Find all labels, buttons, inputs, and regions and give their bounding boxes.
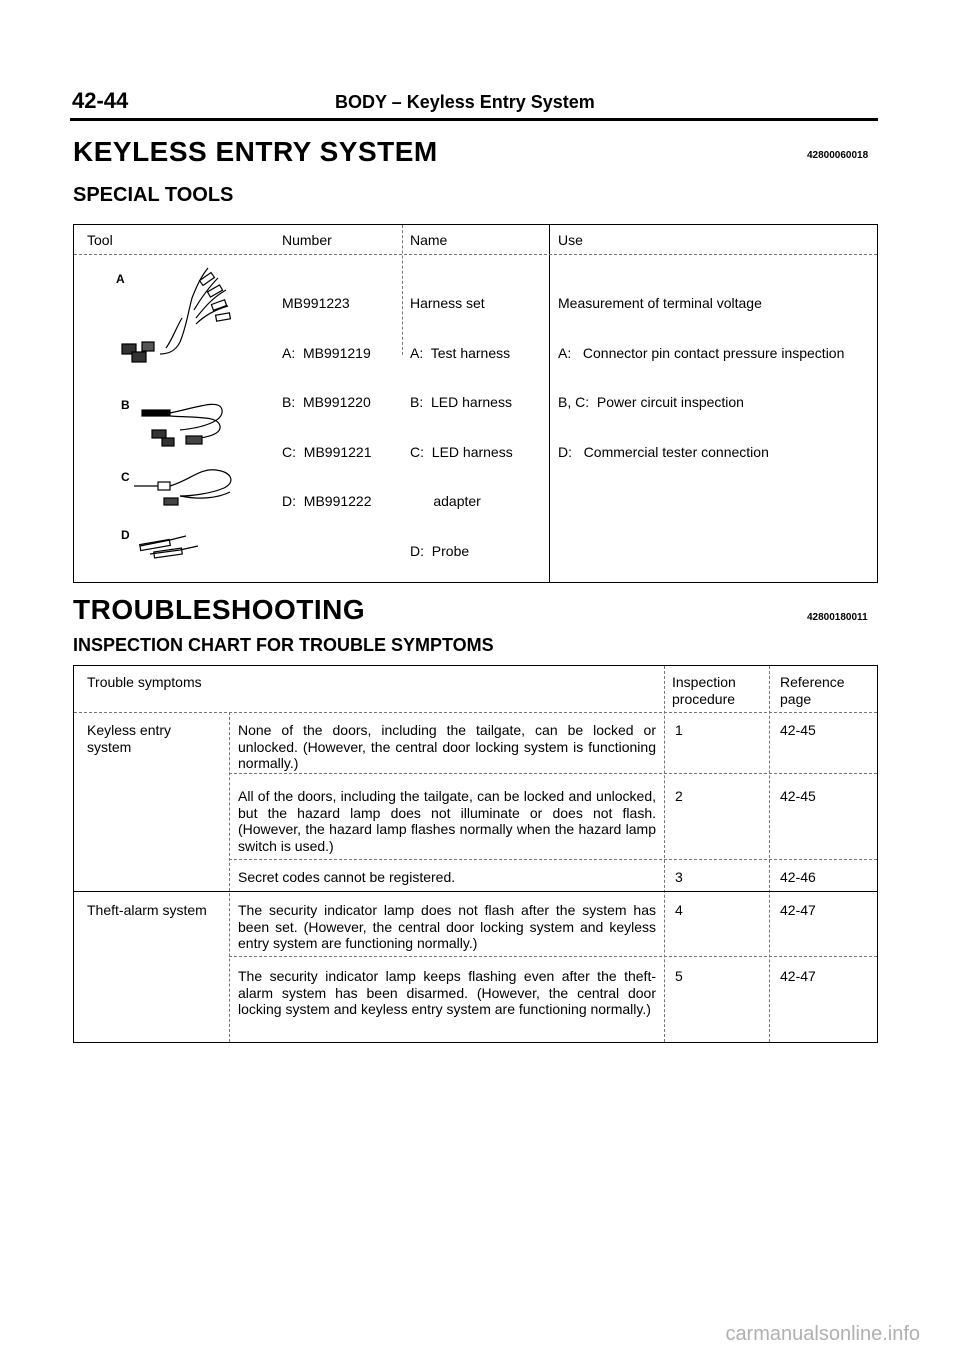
procedure-divider — [664, 666, 665, 1042]
test-harness-illustration — [122, 268, 230, 362]
tool-label-b: B — [121, 398, 130, 412]
reference-page: 42-47 — [780, 968, 816, 984]
section-code: 42800060018 — [807, 150, 869, 161]
troubleshooting-code: 42800180011 — [807, 612, 868, 623]
group-divider — [74, 891, 877, 892]
category-divider — [229, 712, 230, 1042]
header-row-divider — [74, 712, 877, 713]
header-divider — [74, 254, 877, 255]
category-theft-alarm: Theft-alarm system — [87, 902, 207, 918]
reference-page: 42-45 — [780, 722, 816, 738]
reference-page: 42-47 — [780, 902, 816, 918]
number-cell — [282, 262, 372, 526]
procedure-number: 3 — [675, 869, 683, 885]
number-line: D: MB991222 — [282, 493, 372, 509]
row-divider — [229, 773, 877, 774]
use-line: A: Connector pin contact pressure inspection — [558, 344, 845, 361]
symptom-text: The security indicator lamp does not flash after the system has been set. (However, the central door locking system and keyless entry system are functioning normally.) — [238, 902, 656, 951]
tools-illustration — [100, 258, 280, 568]
number-line: C: MB991221 — [282, 443, 372, 460]
procedure-number: 2 — [675, 788, 683, 804]
use-cell — [558, 262, 844, 477]
row-divider — [229, 859, 877, 860]
reference-page: 42-46 — [780, 869, 816, 885]
watermark: carmanualsonline.info — [725, 1323, 920, 1345]
section-header-title: BODY – Keyless Entry System — [335, 92, 595, 112]
tool-label-a: A — [116, 272, 125, 286]
col-tool: Tool — [87, 232, 113, 248]
number-line: A: MB991219 — [282, 344, 371, 361]
probe-illustration — [140, 536, 198, 558]
use-line: B, C: Power circuit inspection — [558, 394, 744, 410]
use-line: Measurement of terminal voltage — [558, 295, 762, 311]
header-rule — [70, 118, 878, 121]
led-harness-adapter-illustration — [134, 470, 231, 505]
name-line: A: Test harness — [410, 344, 511, 361]
name-line: D: Probe — [410, 542, 470, 559]
special-tools-heading: SPECIAL TOOLS — [73, 184, 234, 206]
name-line: B: LED harness — [410, 394, 512, 410]
troubleshooting-heading: TROUBLESHOOTING — [73, 594, 366, 625]
led-harness-illustration — [142, 404, 222, 446]
section-title: KEYLESS ENTRY SYSTEM — [73, 136, 438, 167]
page-number: 42-44 — [72, 88, 129, 113]
number-line: B: MB991220 — [282, 394, 371, 410]
name-divider — [402, 225, 403, 355]
col-number: Number — [282, 232, 332, 248]
symptom-text: Secret codes cannot be registered. — [238, 869, 456, 885]
col-use: Use — [558, 232, 583, 248]
col-name: Name — [410, 232, 448, 248]
tool-label-d: D — [121, 528, 130, 542]
row-divider — [229, 956, 877, 957]
name-line: Harness set — [410, 295, 485, 311]
reference-page: 42-45 — [780, 788, 816, 804]
tool-label-c: C — [121, 470, 130, 484]
procedure-number: 5 — [675, 968, 683, 984]
table-divider — [549, 224, 550, 583]
name-line: C: LED harness — [410, 443, 513, 460]
number-line: MB991223 — [282, 295, 350, 311]
col-trouble-symptoms: Trouble symptoms — [87, 674, 202, 690]
symptom-text: The security indicator lamp keeps flashing even after the theft-alarm system has been disarmed. (However, the central door locking system and keyless entry system are functioning normally.) — [238, 968, 656, 1017]
category-keyless-entry: Keyless entry system — [87, 722, 172, 755]
use-line: D: Commercial tester connection — [558, 443, 769, 460]
reference-divider — [769, 666, 770, 1042]
col-reference-page: Reference page — [780, 674, 845, 707]
inspection-chart-heading: INSPECTION CHART FOR TROUBLE SYMPTOMS — [73, 635, 494, 655]
procedure-number: 4 — [675, 902, 683, 918]
procedure-number: 1 — [675, 722, 683, 738]
name-cell — [410, 262, 513, 576]
name-line: adapter — [410, 493, 481, 509]
symptom-text: All of the doors, including the tailgate, can be locked and unlocked, but the hazard lamp does not illuminate or does not flash. (However, the hazard lamp flashes normally when the hazard lamp switch is used.) — [238, 788, 656, 854]
symptom-text: None of the doors, including the tailgate, can be locked or unlocked. (However, the central door locking system is functioning normally.) — [238, 722, 656, 771]
col-inspection-procedure: Inspection procedure — [672, 674, 736, 707]
